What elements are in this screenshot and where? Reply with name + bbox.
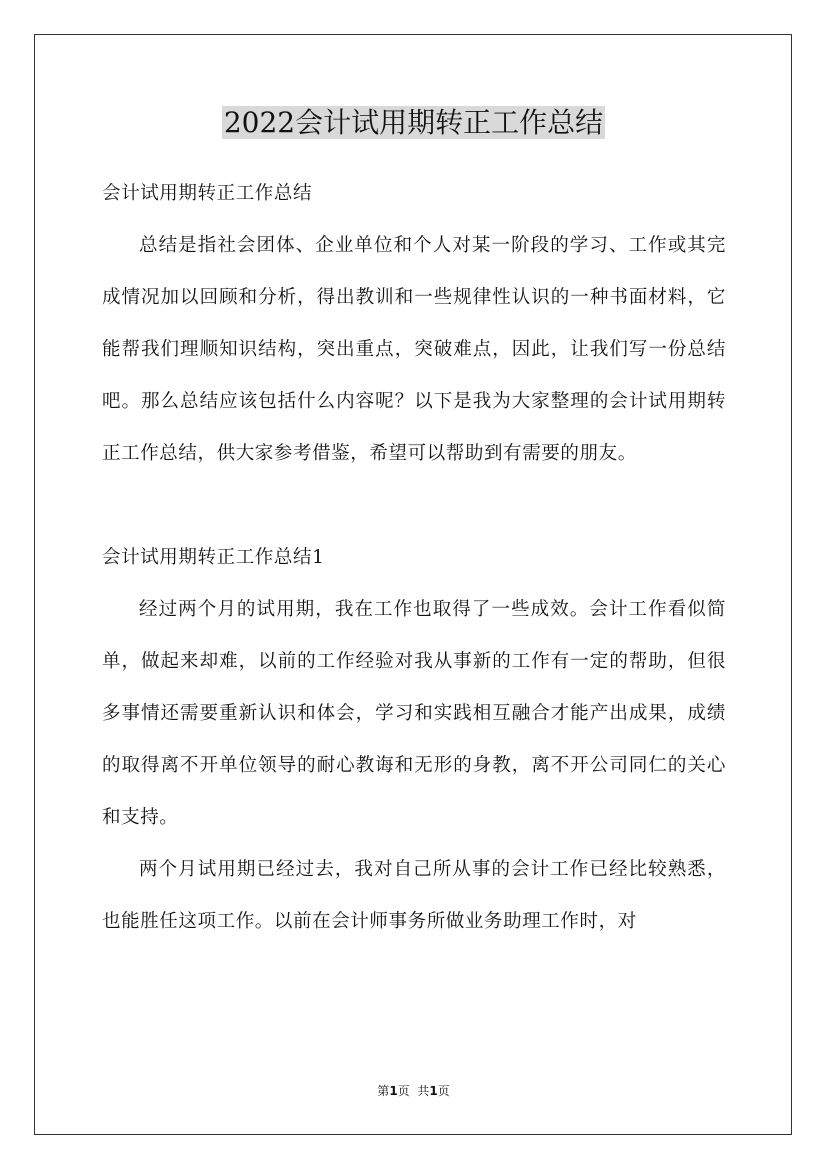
section1-paragraph-2: 两个月试用期已经过去，我对自己所从事的会计工作已经比较熟悉，也能胜任这项工作。以前在会计师事务所做业务助理工作时，对 xyxy=(102,859,726,932)
footer-page-current: 1 xyxy=(389,1084,398,1098)
section1-paragraph-1: 经过两个月的试用期，我在工作也取得了一些成效。会计工作看似简单，做起来却难，以前的工作经验对我从事新的工作有一定的帮助，但很多事情还需要重新认识和体会，学习和实践相互融合才能产出成果，成绩的取得离不开单位领导的耐心教诲和无形的身教，离不开公司同仁的关心和支持。 xyxy=(102,599,726,828)
document-body xyxy=(102,168,726,948)
footer-page-mid: 页 共 xyxy=(397,1084,430,1098)
section-spacer xyxy=(102,480,726,532)
page-footer xyxy=(0,1082,827,1099)
footer-page-prefix: 第 xyxy=(377,1084,390,1098)
footer-page-suffix: 页 xyxy=(437,1084,450,1098)
intro-paragraph: 总结是指社会团体、企业单位和个人对某一阶段的学习、工作或其完成情况加以回顾和分析，得出教训和一些规律性认识的一种书面材料，它能帮我们理顺知识结构，突出重点，突破难点，因此，让我们写一份总结吧。那么总结应该包括什么内容呢？以下是我为大家整理的会计试用期转正工作总结，供大家参考借鉴，希望可以帮助到有需要的朋友。 xyxy=(102,235,726,464)
document-title xyxy=(0,100,827,146)
intro-heading: 会计试用期转正工作总结 xyxy=(102,183,313,204)
section1-heading: 会计试用期转正工作总结1 xyxy=(102,547,325,568)
document-title-text: 2022会计试用期转正工作总结 xyxy=(223,106,604,139)
footer-page-total: 1 xyxy=(429,1084,438,1098)
